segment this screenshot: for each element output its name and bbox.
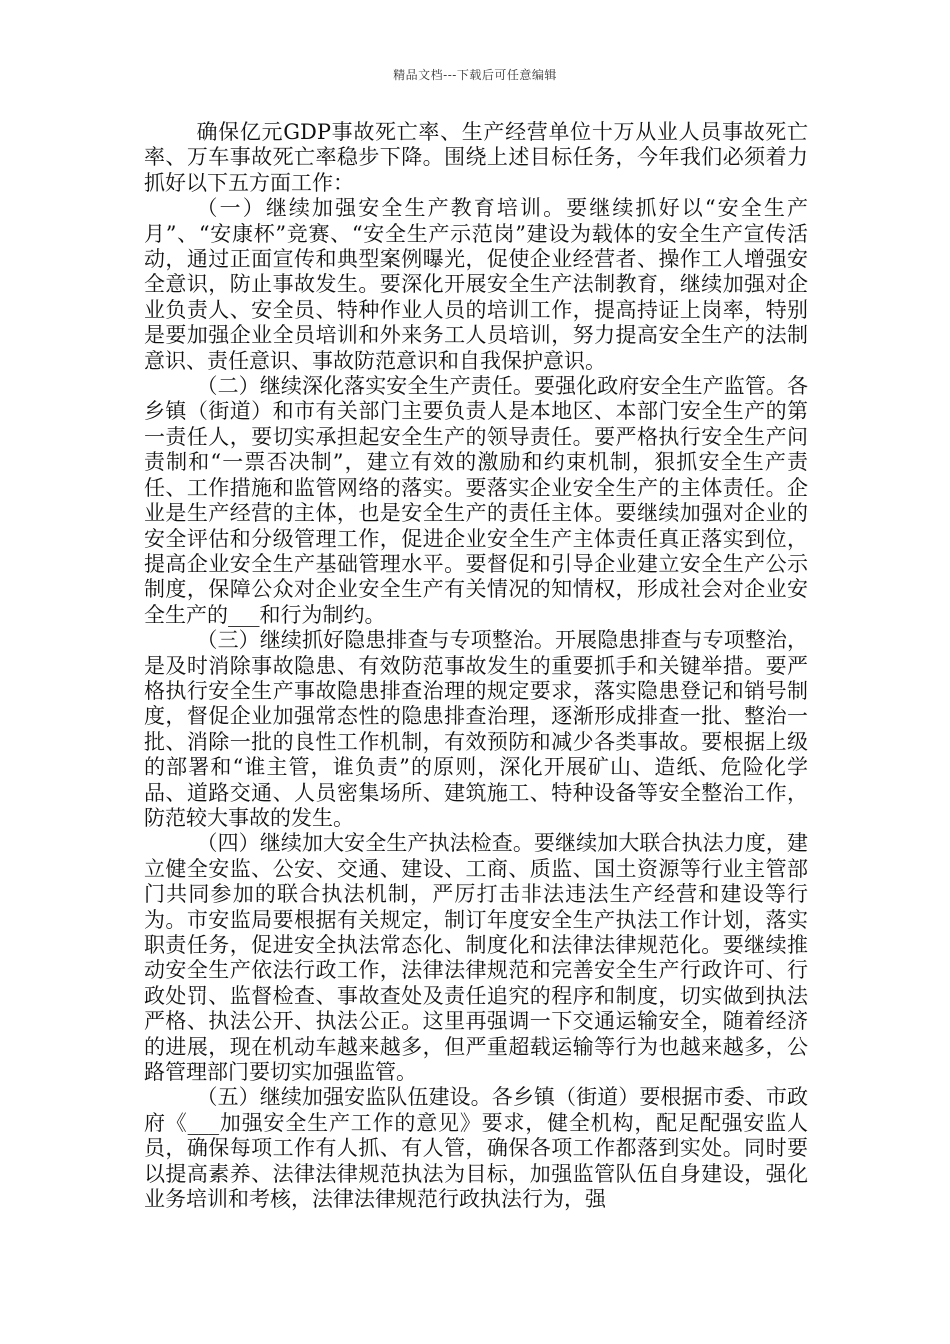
paragraph-section-3: （三）继续抓好隐患排查与专项整治。开展隐患排查与专项整治，是及时消除事故隐患、有效防范事故发生的重要抓手和关键举措。要严格执行安全生产事故隐患排查治理的规定要求，落实隐患登记和销号制度，督促企业加强常态性的隐患排查治理，逐渐形成排查一批、整治一批、消除一批的良性工作机制，有效预防和减少各类事故。要根据上级的部署和“谁主管，谁负责”的原则，深化开展矿山、造纸、危险化学品、道路交通、人员密集场所、建筑施工、特种设备等安全整治工作，防范较大事故的发生。 bbox=[144, 628, 808, 830]
document-body bbox=[144, 120, 808, 1212]
paragraph-section-2: （二）继续深化落实安全生产责任。要强化政府安全生产监管。各乡镇（街道）和市有关部门主要负责人是本地区、本部门安全生产的第一责任人，要切实承担起安全生产的领导责任。要严格执行安全生产问责制和“一票否决制”，建立有效的激励和约束机制，狠抓安全生产责任、工作措施和监管网络的落实。要落实企业安全生产的主体责任。企业是生产经营的主体，也是安全生产的责任主体。要继续加强对企业的安全评估和分级管理工作，促进企业安全生产主体责任真正落实到位，提高企业安全生产基础管理水平。要督促和引导企业建立安全生产公示制度，保障公众对企业安全生产有关情况的知情权，形成社会对企业安全生产的___和行为制约。 bbox=[144, 374, 808, 627]
paragraph-section-1: （一）继续加强安全生产教育培训。要继续抓好以“安全生产月”、“安康杯”竞赛、“安全生产示范岗”建设为载体的安全生产宣传活动，通过正面宣传和典型案例曝光，促使企业经营者、操作工人增强安全意识，防止事故发生。要深化开展安全生产法制教育，继续加强对企业负责人、安全员、特种作业人员的培训工作，提高持证上岗率，特别是要加强企业全员培训和外来务工人员培训，努力提高安全生产的法制意识、责任意识、事故防范意识和自我保护意识。 bbox=[144, 196, 808, 373]
paragraph-section-4: （四）继续加大安全生产执法检查。要继续加大联合执法力度，建立健全安监、公安、交通、建设、工商、质监、国土资源等行业主管部门共同参加的联合执法机制，严厉打击非法违法生产经营和建设等行为。市安监局要根据有关规定，制订年度安全生产执法工作计划，落实职责任务，促进安全执法常态化、制度化和法律法律规范化。要继续推动安全生产依法行政工作，法律法律规范和完善安全生产行政许可、行政处罚、监督检查、事故查处及责任追究的程序和制度，切实做到执法严格、执法公开、执法公正。这里再强调一下交通运输安全，随着经济的进展，现在机动车越来越多，但严重超载运输等行为也越来越多，公路管理部门要切实加强监管。 bbox=[144, 831, 808, 1085]
page-header: 精品文档---下载后可任意编辑 bbox=[393, 68, 557, 82]
paragraph-intro: 确保亿元GDP事故死亡率、生产经营单位十万从业人员事故死亡率、万车事故死亡率稳步下降。围绕上述目标任务，今年我们必须着力抓好以下五方面工作： bbox=[144, 120, 808, 195]
paragraph-section-5: （五）继续加强安监队伍建设。各乡镇（街道）要根据市委、市政府《___加强安全生产工作的意见》要求，健全机构，配足配强安监人员，确保每项工作有人抓、有人管，确保各项工作都落到实处。同时要以提高素养、法律法律规范执法为目标，加强监管队伍自身建设，强化业务培训和考核，法律法律规范行政执法行为，强 bbox=[144, 1085, 808, 1212]
